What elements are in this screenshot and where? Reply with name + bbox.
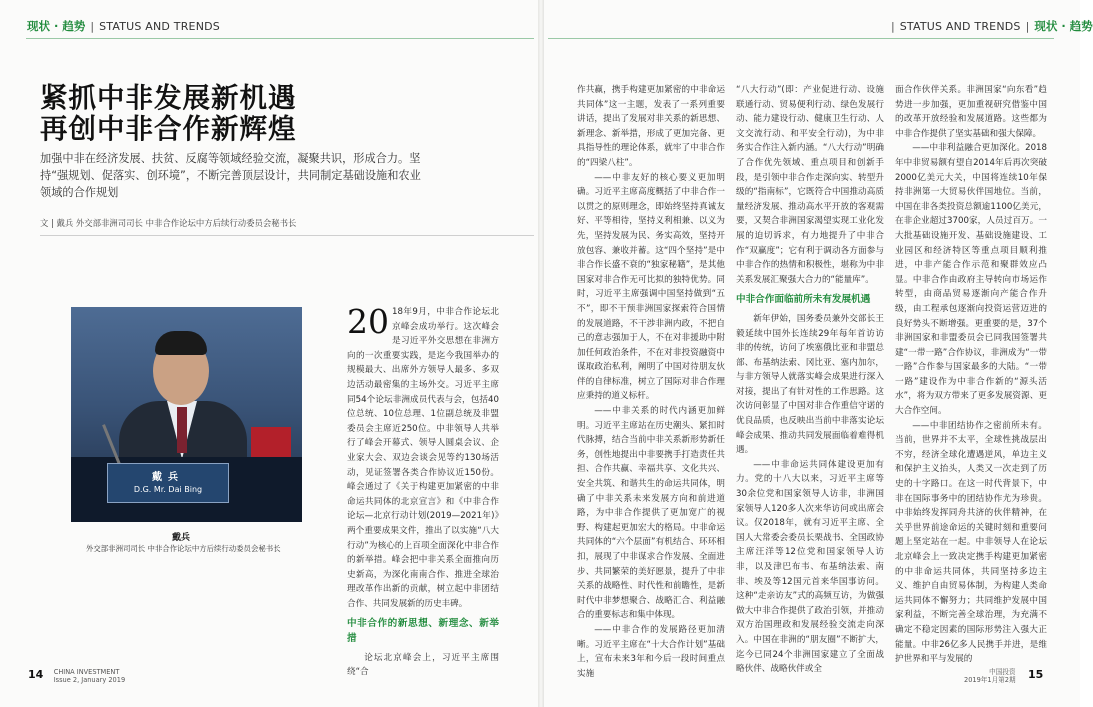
- right-section-header: | STATUS AND TRENDS | 现状 · 趋势: [891, 19, 1093, 33]
- title-line-2: 再创中非合作新辉煌: [40, 113, 297, 145]
- column-3-paragraph-1: “八大行动”(即：产业促进行动、设施联通行动、贸易便利行动、绿色发展行动、能力建设行动、健康卫生行动、人文交流行动、和平安全行动)，为中非务实合作注入新内涵。“八大行动”明确了合作优先领域、重点项目和创新手段，是引领中非合作走深向实、转型升级的“指南标”，它既符合中国推动高质量经济发展、推动高水平开放的客观需要，又契合非洲国家渴望实现工业化发展的迫切诉求，有力地提升了中非合作“双赢度”；它有利于调动各方面参与中非合作的热情和积极性，堪称为中非关系发展汇聚强大合力的“能量库”。: [736, 85, 884, 285]
- column-4-paragraph-2: ——中非利益融合更加深化。2018年中非贸易额有望自2014年后再次突破2000亿美元大关，中国将连续10年保持非洲第一大贸易伙伴国地位。当前，中国在非各类投资总额逾1100亿美元，在非企业超过3700家，人员过百万。一大批基础设施开发、基础设施建设、工业园区和经济特区等重点项目顺利推进，中非产能合作示范和聚群效应凸显。中非合作由政府主导转向市场运作转型，由商品贸易逐渐向产能合作升级，由工程承包逐渐向投资运营迈进的良好势头不断增强。更重要的是，37个非洲国家和非盟委员会已同我国签署共建“一带一路”合作协议，非洲成为“一带一路”合作参与国家最多的大陆。“一带一路”建设作为中非合作新的“源头活水”，将为双方带来了更多发展资源、更大合作空间。: [895, 143, 1047, 417]
- right-page-number: 15: [1027, 668, 1044, 681]
- page-gutter: [538, 0, 544, 707]
- left-page-number: 14: [28, 668, 44, 681]
- person-hair: [155, 331, 207, 355]
- column-4-paragraph-1: 面合作伙伴关系。非洲国家“向东看”趋势进一步加强，更加重视研究借鉴中国的改革开放经验和发展道路。这些都为中非合作提供了坚实基础和强大保障。: [895, 85, 1047, 139]
- name-plate: [107, 463, 229, 503]
- left-header-rule: [26, 38, 534, 39]
- article-column-4: [895, 83, 1047, 667]
- byline-divider: [40, 235, 534, 236]
- drop-cap: 20: [347, 302, 389, 341]
- left-page-footer: [28, 668, 125, 684]
- column-3-paragraph-3: ——中非命运共同体建设更加有力。党的十八大以来，习近平主席等30余位党和国家领导人访非，非洲国家领导人120多人次来华访问或出席会议。仅2018年，就有习近平主席、全国人大常委会委员长栗战书、全国政协主席汪洋等12位党和国家领导人访非，以及津巴布韦、布基纳法索、南非、埃及等12国元首来华国事访问。这种“走亲访友”式的高频互访，为做强做大中非合作提供了政治引领，并推动双方治国理政和发展经验交流走向深入。中国在非洲的“朋友圈”不断扩大，迄今已同24个非洲国家建立了全面战略伙伴、战略伙伴或全: [736, 459, 884, 675]
- right-header-cn: 现状 · 趋势: [1034, 19, 1093, 33]
- author-photo: [71, 307, 302, 522]
- article-column-2: [577, 83, 725, 681]
- article-lead: 加强中非在经济发展、扶贫、反腐等领域经验交流，凝聚共识，形成合力。坚持“强规划、促落实、创环境”，不断完善顶层设计，共同制定基础设施和农业领域的合作规划: [40, 152, 421, 199]
- subheading-2: 中非合作面临前所未有发展机遇: [736, 294, 871, 306]
- left-footer-magazine: CHINA INVESTMENT: [53, 668, 120, 676]
- left-header-en: STATUS AND TRENDS: [99, 20, 220, 33]
- column-1-paragraph-2: 论坛北京峰会上，习近平主席围绕“合: [347, 652, 499, 678]
- right-header-rule: [548, 38, 1054, 39]
- article-column-1: [347, 302, 499, 680]
- column-1-paragraph-1: 18年9月，中非合作论坛北京峰会成功举行。这次峰会是习近平外交思想在非洲方向的一次重要实践，是迄今我国举办的规模最大、出席外方领导人最多、多双边活动最密集的主场外交。习近平主席同54个论坛非洲成员代表与会，包括40位总统、10位总理、1位副总统及非盟委员会主席近250位。中非领导人共举行了峰会开幕式、领导人圆桌会议、企业家大会、双边会谈会见等约130场活动，见证签署各类合作协议近150份。峰会通过了《关于构建更加紧密的中非命运共同体的北京宣言》和《中非合作论坛—北京行动计划(2019—2021年)》两个重要成果文件，推出了以实施“八大行动”为核心的上百项全面深化中非合作的新举措。峰会把中非关系全面推向历史新高，为深化南南合作、推进全球治理改革作出新的贡献，树立起中非团结合作、共同发展新的历史丰碑。: [347, 307, 499, 609]
- article-column-3: [736, 83, 884, 677]
- column-4-paragraph-3: ——中非团结协作之密前所未有。当前，世界并不太平，全球性挑战层出不穷，经济全球化遭遇逆风，单边主义和保护主义抬头，人类又一次走到了历史的十字路口。在这一时代背景下，中非在国际事务中的团结协作尤为珍贵。中非始终发挥同舟共济的伙伴精神，在关乎世界前途命运的关键时刻和重要问题上坚定站在一起。中非领导人在论坛北京峰会上一致决定携手构建更加紧密的中非命运共同体，共同坚持多边主义、维护自由贸易体制，为构建人类命运共同体不懈努力；共同维护发展中国家利益，不断完善全球治理，为充满不确定不稳定因素的国际形势注入强大正能量。中非26亿多人民携手并进，是维护世界和平与发展的: [895, 420, 1047, 665]
- column-2-paragraph-1: 作共赢，携手构建更加紧密的中非命运共同体”这一主题，发表了一系列重要讲话，提出了发展对非关系的新思想、新理念、新举措，形成了更加完备、更具指导性的理论体系，就牢了中非合作的“四梁八柱”。: [577, 85, 725, 168]
- column-2-paragraph-3: ——中非关系的时代内涵更加鲜明。习近平主席站在历史潮头、紧扣时代脉搏，结合当前中非关系新形势新任务，创性地提出中非要携手打造责任共担、合作共赢、幸福共享、文化共兴、安全共筑、和谐共生的命运共同体，明确了中非关系未来发展方向和前进道路，为中非合作提供了更加宽广的视野、构建起更加宏大的格局。中非命运共同体的“六个层面”有机结合、环环相扣，展现了中非谋求合作发展、全面进步、共同繁荣的美好愿景，提升了中非关系的战略性、时代性和前瞻性，是新时代中非梦想聚合、战略汇合、利益融合的重要标志和集中体现。: [577, 406, 725, 621]
- right-header-en: STATUS AND TRENDS: [899, 20, 1021, 33]
- article-title: [40, 83, 297, 145]
- right-footer-magazine: 中国投资: [989, 668, 1016, 676]
- name-plate-en: D.G. Mr. Dai Bing: [133, 485, 203, 494]
- title-line-1: 紧抓中非发展新机遇: [40, 82, 297, 114]
- left-section-header: 现状 · 趋势 | STATUS AND TRENDS: [27, 19, 220, 33]
- photo-caption-desc: 外交部非洲司司长 中非合作论坛中方后续行动委员会秘书长: [86, 544, 281, 553]
- name-plate-cn: 戴兵: [152, 472, 184, 483]
- right-footer-issue: 2019年1月第2期: [964, 676, 1016, 684]
- left-header-cn: 现状 · 趋势: [27, 19, 86, 33]
- left-footer-issue: Issue 2, January 2019: [53, 676, 126, 684]
- column-2-paragraph-4: ——中非合作的发展路径更加清晰。习近平主席在“十大合作计划”基础上，宣布未来3年和今后一段时间重点实施: [577, 624, 725, 679]
- photo-caption-name: 戴兵: [172, 533, 191, 543]
- subheading-1: 中非合作的新思想、新理念、新举措: [347, 618, 499, 645]
- column-3-paragraph-2: 新年伊始，国务委员兼外交部长王毅延续中国外长连续29年每年首访访非的传统，访问了埃塞俄比亚和非盟总部、布基纳法索、冈比亚、塞内加尔，与非方领导人就落实峰会成果进行深入对接，提出了有针对性的工作思路。这次访问彰显了中国对非合作重信守诺的优良品质，也反映出当前中非落实论坛峰会成果、推动共同发展面临着难得机遇。: [736, 313, 884, 456]
- article-byline: 文 | 戴兵 外交部非洲司司长 中非合作论坛中方后续行动委员会秘书长: [40, 218, 297, 228]
- right-page-footer: [964, 668, 1043, 684]
- column-2-paragraph-2: ——中非友好的核心要义更加明确。习近平主席高度概括了中非合作一以贯之的原则理念，即始终坚持真诚友好、平等相待，坚持义利相兼、以义为先，坚持发展为民、务实高效，坚持开放包容、兼收并蓄。这“四个坚持”是中非合作长盛不衰的“独家秘籍”，是其他国家对非合作无可比拟的独特优势。同时，习近平主席强调中国坚持做到“五不”，即不干预非洲国家探索符合国情的发展道路，不干涉非洲内政，不把自己的意志强加于人，不在对非援助中附加任何政治条件，不在对非投资融资中谋取政治私利，阐明了中国对待朋友伙伴的自律标准，树立了国际对非合作理应秉持的道义标杆。: [577, 172, 725, 402]
- person-tie: [177, 407, 187, 453]
